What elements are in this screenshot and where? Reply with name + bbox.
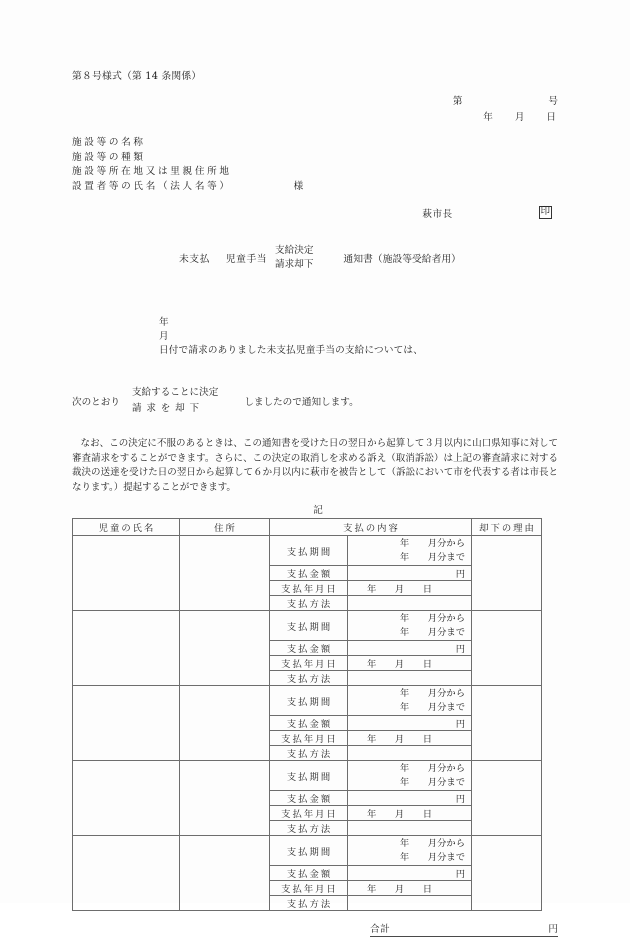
table-row bbox=[73, 836, 542, 866]
cell-rejection-reason[interactable] bbox=[472, 536, 542, 611]
label-payment-method: 支払方法 bbox=[270, 896, 348, 911]
issue-date-month: 月 bbox=[514, 112, 525, 124]
cell-payment-date[interactable] bbox=[348, 581, 472, 596]
label-payment-period: 支払期間 bbox=[270, 836, 348, 866]
label-payment-period: 支払期間 bbox=[270, 686, 348, 716]
label-payment-amount: 支払金額 bbox=[270, 791, 348, 806]
col-payment-content: 支払の内容 bbox=[270, 519, 472, 536]
statement-lead: 次のとおり bbox=[72, 397, 120, 409]
cell-child-name[interactable] bbox=[73, 536, 180, 611]
label-payment-method: 支払方法 bbox=[270, 671, 348, 686]
period-from: 年 月分から bbox=[399, 613, 465, 625]
cell-rejection-reason[interactable] bbox=[472, 686, 542, 761]
total-label: 合計 bbox=[370, 924, 391, 936]
cell-payment-period[interactable] bbox=[348, 761, 472, 791]
title-part-allowance: 児童手当 bbox=[225, 254, 268, 266]
label-payment-method: 支払方法 bbox=[270, 821, 348, 836]
honorific-sama: 様 bbox=[293, 180, 304, 192]
payment-details-table bbox=[72, 518, 542, 911]
cell-payment-method[interactable] bbox=[348, 821, 472, 836]
label-payment-amount: 支払金額 bbox=[270, 566, 348, 581]
cell-payment-amount[interactable] bbox=[348, 791, 472, 806]
period-to: 年 月分まで bbox=[399, 626, 465, 638]
total-row bbox=[72, 921, 558, 937]
cell-payment-date[interactable] bbox=[348, 881, 472, 896]
table-row bbox=[73, 611, 542, 641]
claim-statement-rest: 日付で請求のありました未支払児童手当の支給については、 bbox=[158, 344, 423, 356]
cell-address[interactable] bbox=[180, 536, 270, 611]
col-child-name: 児童の氏名 bbox=[73, 519, 180, 536]
method-value bbox=[348, 821, 471, 835]
option-claim-rejection: 請求却下 bbox=[275, 259, 314, 271]
cell-payment-method[interactable] bbox=[348, 596, 472, 611]
col-address: 住所 bbox=[180, 519, 270, 536]
cell-payment-period[interactable] bbox=[348, 536, 472, 566]
table-row bbox=[73, 686, 542, 716]
table-row bbox=[73, 761, 542, 791]
amount-unit: 円 bbox=[455, 569, 465, 581]
facility-type-label: 施設等の種類 bbox=[72, 151, 146, 163]
cell-payment-method[interactable] bbox=[348, 746, 472, 761]
statement-tail: しましたので通知します。 bbox=[244, 397, 359, 409]
cell-payment-method[interactable] bbox=[348, 671, 472, 686]
claim-month: 月 bbox=[158, 331, 169, 343]
option-reject: 請求を却下 bbox=[131, 403, 204, 415]
cell-rejection-reason[interactable] bbox=[472, 611, 542, 686]
cell-payment-period[interactable] bbox=[348, 686, 472, 716]
cell-address[interactable] bbox=[180, 761, 270, 836]
option-grant: 支給することに決定 bbox=[131, 386, 219, 398]
period-to: 年 月分まで bbox=[399, 701, 465, 713]
amount-unit: 円 bbox=[455, 644, 465, 656]
amount-unit: 円 bbox=[455, 869, 465, 881]
paydate-value: 年 月 日 bbox=[366, 809, 433, 821]
period-from: 年 月分から bbox=[399, 838, 465, 850]
cell-payment-amount[interactable] bbox=[348, 716, 472, 731]
facility-name-label: 施設等の名称 bbox=[72, 137, 146, 149]
period-to: 年 月分まで bbox=[399, 551, 465, 563]
issue-date-year: 年 bbox=[483, 112, 493, 124]
method-value bbox=[348, 746, 471, 760]
facility-address-label: 施設等所在地又は里親住所地 bbox=[72, 166, 232, 178]
cell-payment-date[interactable] bbox=[348, 806, 472, 821]
seal-stamp-box: 印 bbox=[540, 206, 550, 218]
label-payment-date: 支払年月日 bbox=[270, 881, 348, 896]
label-payment-date: 支払年月日 bbox=[270, 581, 348, 596]
cell-payment-date[interactable] bbox=[348, 731, 472, 746]
col-rejection-reason: 却下の理由 bbox=[472, 519, 542, 536]
document-title bbox=[72, 244, 558, 274]
period-from: 年 月分から bbox=[399, 538, 465, 550]
paydate-value: 年 月 日 bbox=[366, 659, 433, 671]
amount-unit: 円 bbox=[455, 794, 465, 806]
ki-mark: 記 bbox=[313, 505, 323, 517]
label-payment-period: 支払期間 bbox=[270, 761, 348, 791]
operator-name-label: 設置者等の氏名（法人名等） bbox=[72, 180, 232, 192]
period-from: 年 月分から bbox=[399, 688, 465, 700]
mayor-title: 萩市長 bbox=[422, 208, 453, 220]
paydate-value: 年 月 日 bbox=[366, 584, 433, 596]
period-to: 年 月分まで bbox=[399, 851, 465, 863]
method-value bbox=[348, 896, 471, 910]
cell-child-name[interactable] bbox=[73, 761, 180, 836]
method-value bbox=[348, 596, 471, 610]
option-grant-decision: 支給決定 bbox=[275, 244, 314, 256]
cell-rejection-reason[interactable] bbox=[472, 761, 542, 836]
cell-child-name[interactable] bbox=[73, 836, 180, 911]
cell-child-name[interactable] bbox=[73, 611, 180, 686]
cell-rejection-reason[interactable] bbox=[472, 836, 542, 911]
appeal-notice-paragraph bbox=[72, 437, 558, 495]
cell-payment-amount[interactable] bbox=[348, 641, 472, 656]
cell-child-name[interactable] bbox=[73, 686, 180, 761]
title-decision-options bbox=[275, 244, 313, 274]
title-part-unpaid: 未支払 bbox=[179, 254, 210, 266]
document-number-line bbox=[72, 93, 558, 107]
total-unit: 円 bbox=[548, 924, 558, 936]
form-number: 第８号様式（第 14 条関係） bbox=[72, 71, 202, 82]
label-payment-amount: 支払金額 bbox=[270, 716, 348, 731]
issue-date-line bbox=[72, 109, 558, 123]
label-payment-method: 支払方法 bbox=[270, 746, 348, 761]
decision-statement bbox=[72, 385, 558, 418]
issue-date-day: 日 bbox=[546, 112, 556, 124]
cell-payment-period[interactable] bbox=[348, 611, 472, 641]
cell-address[interactable] bbox=[180, 836, 270, 911]
claim-year: 年 bbox=[158, 317, 169, 329]
label-payment-method: 支払方法 bbox=[270, 596, 348, 611]
label-payment-amount: 支払金額 bbox=[270, 641, 348, 656]
decision-options bbox=[132, 385, 218, 418]
table-body bbox=[73, 536, 542, 911]
cell-address[interactable] bbox=[180, 686, 270, 761]
paydate-value: 年 月 日 bbox=[366, 884, 433, 896]
label-payment-period: 支払期間 bbox=[270, 611, 348, 641]
cell-payment-date[interactable] bbox=[348, 656, 472, 671]
method-value bbox=[348, 671, 471, 685]
cell-address[interactable] bbox=[180, 611, 270, 686]
label-payment-amount: 支払金額 bbox=[270, 866, 348, 881]
cell-payment-method[interactable] bbox=[348, 896, 472, 911]
cell-payment-amount[interactable] bbox=[348, 566, 472, 581]
amount-unit: 円 bbox=[455, 719, 465, 731]
period-from: 年 月分から bbox=[399, 763, 465, 775]
appeal-notice-text: なお、この決定に不服のあるときは、この通知書を受けた日の翌日から起算して３月以内に山口県知事に対して審査請求をすることができます。さらに、この決定の取消しを求める訴え（取消訴訟）は上記の審査請求に対する裁決の送達を受けた日の翌日から起算して６か月以内に萩市を被告として（訴訟において市を代表する者は市長となります。）提起することができます。 bbox=[72, 438, 558, 493]
form-sheet bbox=[72, 70, 558, 937]
paydate-value: 年 月 日 bbox=[366, 734, 433, 746]
table-row bbox=[73, 536, 542, 566]
label-payment-date: 支払年月日 bbox=[270, 656, 348, 671]
issuer-block bbox=[72, 206, 558, 220]
cell-payment-amount[interactable] bbox=[348, 866, 472, 881]
document-number-label: 第 bbox=[452, 96, 463, 108]
period-to: 年 月分まで bbox=[399, 776, 465, 788]
label-payment-period: 支払期間 bbox=[270, 536, 348, 566]
document-number-unit: 号 bbox=[548, 96, 558, 108]
cell-payment-period[interactable] bbox=[348, 836, 472, 866]
title-part-notice: 通知書（施設等受給者用） bbox=[343, 254, 461, 266]
label-payment-date: 支払年月日 bbox=[270, 731, 348, 746]
label-payment-date: 支払年月日 bbox=[270, 806, 348, 821]
recipient-block bbox=[72, 136, 558, 194]
claim-date-statement bbox=[72, 302, 558, 372]
table-header-row bbox=[73, 519, 542, 536]
